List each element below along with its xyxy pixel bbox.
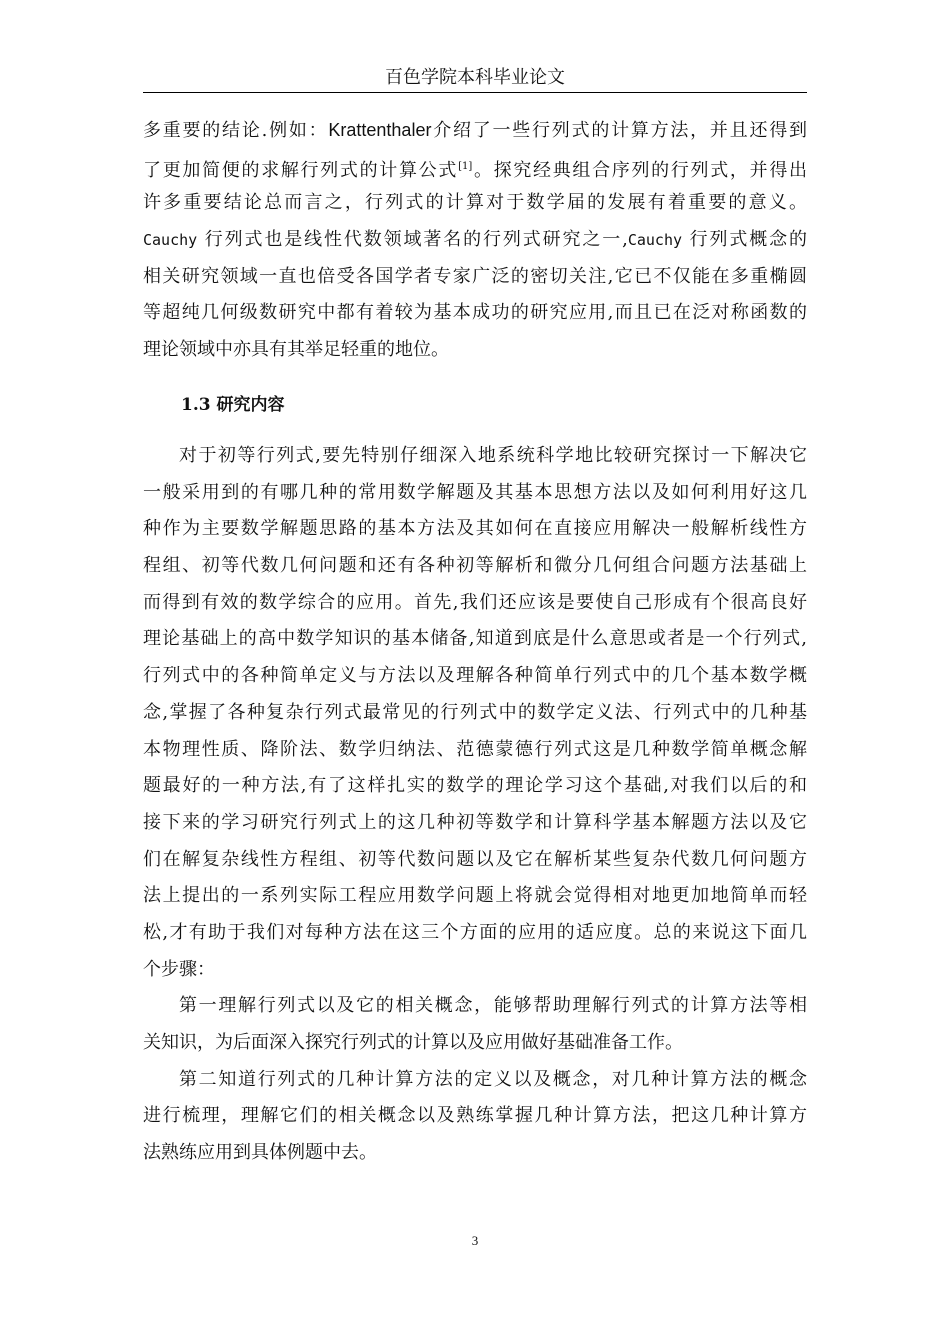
text-line: 理论基础上的高中数学知识的基本储备,知道到底是什么意思或者是一个行列式,	[143, 628, 807, 650]
text-segment: 多重要的结论.例如：	[143, 120, 329, 141]
paragraph-intro-continued	[143, 112, 807, 369]
paragraph-step-two	[143, 1062, 807, 1172]
text-line: 相关研究领域一直也倍受各国学者专家广泛的密切关注,它已不仅能在多重椭圆	[143, 265, 807, 287]
text-line: 而得到有效的数学综合的应用。首先,我们还应该是要使自己形成有个很高良好	[143, 591, 807, 613]
text-segment: 了更加简便的求解行列式的计算公式	[143, 159, 459, 181]
text-line: 松,才有助于我们对每种方法在这三个方面的应用的适应度。总的来说这下面几	[143, 921, 807, 943]
paragraph-step-one	[143, 988, 807, 1061]
text-line: 法上提出的一系列实际工程应用数学问题上将就会觉得相对地更加地简单而轻	[143, 885, 807, 907]
text-line	[143, 149, 807, 186]
text-line: 法熟练应用到具体例题中去。	[143, 1142, 377, 1164]
text-line: 第一理解行列式以及它的相关概念，能够帮助理解行列式的计算方法等相	[179, 995, 807, 1017]
term-cauchy: Cauchy	[627, 231, 683, 250]
text-line: 接下来的学习研究行列式上的这几种初等数学和计算科学基本解题方法以及它	[143, 811, 807, 833]
paragraph-research-content	[143, 438, 807, 1172]
text-line: 进行梳理，理解它们的相关概念以及熟练掌握几种计算方法，把这几种计算方	[143, 1105, 807, 1127]
page-number: 3	[471, 1233, 479, 1248]
text-line: 许多重要结论总而言之，行列式的计算对于数学届的发展有着重要的意义。	[143, 192, 807, 214]
running-header: 百色学院本科毕业论文	[385, 67, 565, 88]
text-line: 程组、初等代数几何问题和还有各种初等解析和微分几何组合问题方法基础上	[143, 555, 807, 577]
text-line	[143, 222, 807, 259]
term-cauchy: Cauchy	[143, 231, 198, 250]
text-line: 个步骤：	[143, 958, 215, 980]
text-segment: 。探究经典组合序列的行列式，并得出	[472, 159, 808, 181]
header-rule	[143, 92, 807, 93]
author-name: Krattenthaler	[328, 120, 432, 140]
text-line: 等超纯几何级数研究中都有着较为基本成功的研究应用,而且已在泛对称函数的	[143, 302, 807, 324]
citation-ref[interactable]: [1]	[458, 160, 473, 172]
text-line: 行列式中的各种简单定义与方法以及理解各种简单行列式中的几个基本数学概	[143, 665, 807, 687]
text-line: 对于初等行列式,要先特别仔细深入地系统科学地比较研究探讨一下解决它	[179, 445, 807, 466]
text-line: 本物理性质、降阶法、数学归纳法、范德蒙德行列式这是几种数学简单概念解	[143, 738, 807, 760]
text-line: 们在解复杂线性方程组、初等代数问题以及它在解析某些复杂代数几何问题方	[143, 848, 807, 870]
text-line	[143, 112, 807, 149]
text-line: 关知识，为后面深入探究行列式的计算以及应用做好基础准备工作。	[143, 1032, 683, 1053]
text-segment: 介绍了一些行列式的计算方法，并且还得到	[431, 120, 807, 141]
text-segment: 行列式也是线性代数领域著名的行列式研究之一,	[204, 229, 628, 251]
section-heading: 1.3 研究内容	[181, 395, 285, 415]
text-line: 一般采用到的有哪几种的常用数学解题及其基本思想方法以及如何利用好这几	[143, 481, 807, 503]
text-line: 第二知道行列式的几种计算方法的定义以及概念，对几种计算方法的概念	[179, 1068, 807, 1090]
text-line: 念,掌握了各种复杂行列式最常见的行列式中的数学定义法、行列式中的几种基	[143, 701, 807, 723]
text-line: 理论领域中亦具有其举足轻重的地位。	[143, 339, 449, 361]
text-line: 题最好的一种方法,有了这样扎实的数学的理论学习这个基础,对我们以后的和	[143, 775, 807, 797]
text-segment: 行列式概念的	[689, 229, 808, 251]
text-line: 种作为主要数学解题思路的基本方法及其如何在直接应用解决一般解析线性方	[143, 518, 807, 540]
